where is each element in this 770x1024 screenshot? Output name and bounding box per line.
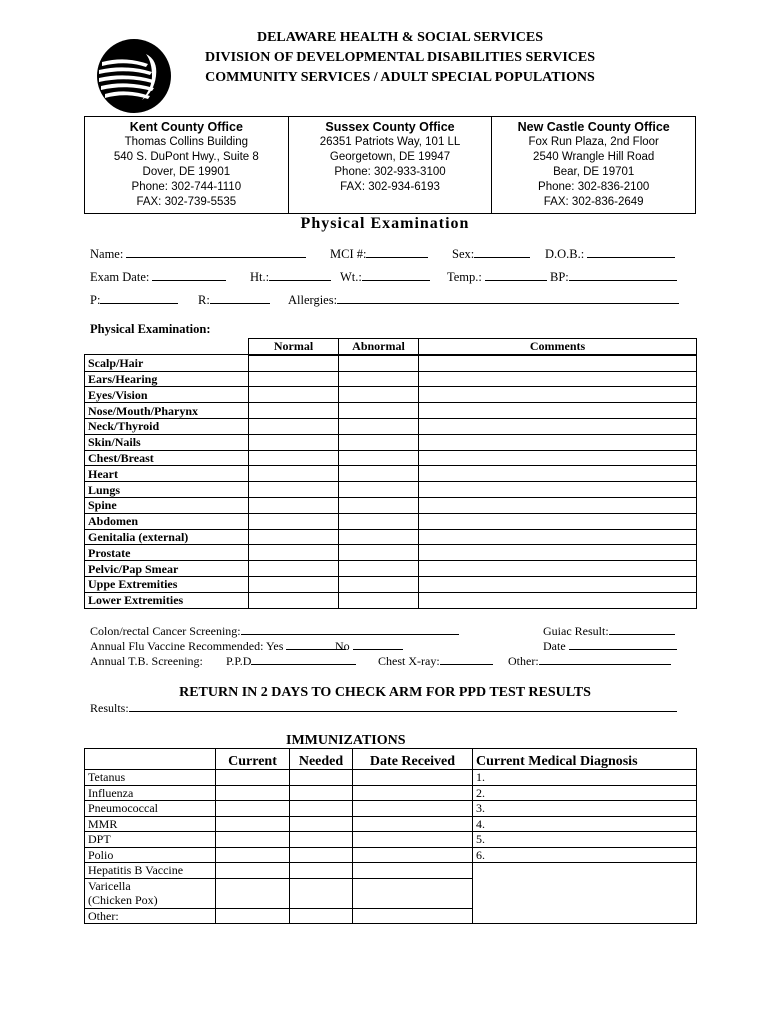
table-row	[85, 466, 697, 482]
table-row	[85, 371, 697, 387]
colon-screening-label: Colon/rectal Cancer Screening:	[90, 624, 241, 638]
normal-cell[interactable]	[249, 497, 339, 513]
office-name: Kent County Office	[129, 120, 243, 134]
allergies-label: Allergies:	[288, 293, 338, 307]
mci-field[interactable]	[330, 247, 428, 262]
date-received-cell[interactable]	[353, 847, 473, 863]
height-line[interactable]	[269, 270, 331, 281]
sussex-county-office	[288, 117, 492, 213]
dob-field[interactable]	[545, 247, 675, 262]
mci-line[interactable]	[366, 247, 428, 258]
normal-cell[interactable]	[249, 482, 339, 498]
vaccine-label: (Chicken Pox)	[85, 893, 216, 908]
system-label: Nose/Mouth/Pharynx	[85, 403, 249, 419]
abnormal-cell[interactable]	[339, 403, 419, 419]
results-field[interactable]	[90, 701, 677, 716]
comments-cell[interactable]	[419, 545, 697, 561]
office-line: 540 S. DuPont Hwy., Suite 8	[113, 151, 259, 163]
normal-cell[interactable]	[249, 529, 339, 545]
date-received-cell[interactable]	[353, 785, 473, 801]
system-label: Ears/Hearing	[85, 371, 249, 387]
normal-cell[interactable]	[249, 403, 339, 419]
office-line: Bear, DE 19701	[553, 166, 635, 178]
comments-cell[interactable]	[419, 403, 697, 419]
header-spacer	[85, 749, 216, 770]
office-line: Phone: 302-744-1110	[131, 181, 242, 193]
needed-cell[interactable]	[290, 801, 353, 817]
pulse-label: P:	[90, 293, 101, 307]
program-name: COMMUNITY SERVICES / ADULT SPECIAL POPULATIONS	[205, 70, 595, 85]
normal-cell[interactable]	[249, 450, 339, 466]
immunizations-header-row	[85, 749, 697, 770]
exam-header-row	[85, 339, 697, 355]
table-row	[85, 785, 697, 801]
comments-cell[interactable]	[419, 576, 697, 592]
needed-cell[interactable]	[290, 847, 353, 863]
col-needed: Needed	[290, 749, 353, 770]
needed-cell[interactable]	[290, 770, 353, 786]
current-cell[interactable]	[216, 908, 290, 924]
kent-county-office	[85, 117, 288, 213]
comments-cell[interactable]	[419, 592, 697, 608]
current-cell[interactable]	[216, 801, 290, 817]
normal-cell[interactable]	[249, 371, 339, 387]
pulse-line[interactable]	[100, 293, 178, 304]
table-row	[85, 561, 697, 577]
sex-label: Sex:	[452, 247, 475, 261]
office-line: Fox Run Plaza, 2nd Floor	[528, 136, 659, 148]
comments-cell[interactable]	[419, 561, 697, 577]
table-row	[85, 847, 697, 863]
diagnosis-cell[interactable]: 4.	[473, 816, 697, 832]
vaccine-label: Other:	[85, 908, 216, 924]
guiac-field[interactable]	[543, 624, 675, 639]
bp-field[interactable]	[550, 270, 677, 285]
temp-line[interactable]	[485, 270, 547, 281]
diagnosis-cell[interactable]: 5.	[473, 832, 697, 848]
table-row	[85, 513, 697, 529]
vaccine-label: Influenza	[85, 785, 216, 801]
flu-date-line[interactable]	[569, 639, 677, 650]
abnormal-cell[interactable]	[339, 450, 419, 466]
name-line[interactable]	[126, 247, 306, 258]
abnormal-cell[interactable]	[339, 592, 419, 608]
comments-cell[interactable]	[419, 355, 697, 371]
vaccine-label: Tetanus	[85, 770, 216, 786]
table-row	[85, 387, 697, 403]
needed-cell[interactable]	[290, 832, 353, 848]
system-label: Uppe Extremities	[85, 576, 249, 592]
normal-cell[interactable]	[249, 592, 339, 608]
needed-cell[interactable]	[290, 785, 353, 801]
exam-date-label: Exam Date:	[90, 270, 150, 284]
diagnosis-cell[interactable]: 3.	[473, 801, 697, 817]
abnormal-cell[interactable]	[339, 434, 419, 450]
normal-cell[interactable]	[249, 387, 339, 403]
abnormal-cell[interactable]	[339, 576, 419, 592]
table-row	[85, 403, 697, 419]
pulse-field[interactable]	[90, 293, 178, 308]
colon-screening-line[interactable]	[241, 624, 459, 635]
comments-cell[interactable]	[419, 529, 697, 545]
temp-label: Temp.:	[447, 270, 482, 284]
header-spacer	[85, 339, 249, 355]
tb-screening-label: Annual T.B. Screening:	[90, 654, 203, 668]
abnormal-cell[interactable]	[339, 513, 419, 529]
system-label: Chest/Breast	[85, 450, 249, 466]
dob-line[interactable]	[587, 247, 675, 258]
current-cell[interactable]	[216, 832, 290, 848]
date-received-cell[interactable]	[353, 908, 473, 924]
current-cell[interactable]	[216, 785, 290, 801]
abnormal-cell[interactable]	[339, 418, 419, 434]
agency-name: DELAWARE HEALTH & SOCIAL SERVICES	[256, 30, 544, 45]
division-name: DIVISION OF DEVELOPMENTAL DISABILITIES SERVICES	[204, 50, 596, 65]
table-row	[85, 832, 697, 848]
date-received-cell[interactable]	[353, 878, 473, 908]
chest-xray-label: Chest X-ray:	[378, 654, 440, 668]
abnormal-cell[interactable]	[339, 529, 419, 545]
name-field[interactable]	[90, 247, 306, 262]
needed-cell[interactable]	[290, 878, 353, 908]
office-line: Phone: 302-933-3100	[334, 166, 446, 178]
office-line: FAX: 302-934-6193	[340, 181, 440, 193]
weight-field[interactable]	[340, 270, 430, 285]
system-label: Eyes/Vision	[85, 387, 249, 403]
height-label: Ht.:	[250, 270, 270, 284]
guiac-line[interactable]	[609, 624, 675, 635]
current-cell[interactable]	[216, 816, 290, 832]
table-row	[85, 529, 697, 545]
needed-cell[interactable]	[290, 908, 353, 924]
ppd-label: P.P.D	[226, 654, 252, 668]
allergies-field[interactable]	[288, 293, 679, 308]
abnormal-cell[interactable]	[339, 482, 419, 498]
table-row	[85, 770, 697, 786]
height-field[interactable]	[250, 270, 331, 285]
table-row	[85, 355, 697, 371]
diagnosis-cell[interactable]	[473, 863, 697, 924]
ppd-return-notice: RETURN IN 2 DAYS TO CHECK ARM FOR PPD TEST RESULTS	[179, 685, 591, 700]
weight-line[interactable]	[362, 270, 430, 281]
normal-cell[interactable]	[249, 418, 339, 434]
flu-no-label: No	[335, 639, 350, 653]
comments-cell[interactable]	[419, 497, 697, 513]
normal-cell[interactable]	[249, 576, 339, 592]
temp-field[interactable]	[447, 270, 547, 285]
vaccine-label: DPT	[85, 832, 216, 848]
abnormal-cell[interactable]	[339, 545, 419, 561]
name-label: Name:	[90, 247, 124, 261]
col-abnormal: Abnormal	[339, 339, 419, 355]
system-label: Neck/Thyroid	[85, 418, 249, 434]
other-screening-line[interactable]	[539, 654, 671, 665]
flu-date-label: Date	[543, 639, 566, 653]
flu-no-field[interactable]	[335, 639, 403, 654]
system-label: Pelvic/Pap Smear	[85, 561, 249, 577]
flu-no-line[interactable]	[353, 639, 403, 650]
table-row	[85, 482, 697, 498]
respiration-line[interactable]	[210, 293, 270, 304]
system-label: Genitalia (external)	[85, 529, 249, 545]
table-row	[85, 863, 697, 879]
needed-cell[interactable]	[290, 816, 353, 832]
normal-cell[interactable]	[249, 355, 339, 371]
table-row	[85, 418, 697, 434]
comments-cell[interactable]	[419, 466, 697, 482]
table-row	[85, 576, 697, 592]
office-contacts	[84, 116, 696, 214]
comments-cell[interactable]	[419, 387, 697, 403]
exam-date-line[interactable]	[152, 270, 226, 281]
abnormal-cell[interactable]	[339, 466, 419, 482]
exam-date-field[interactable]	[90, 270, 226, 285]
date-received-cell[interactable]	[353, 832, 473, 848]
date-received-cell[interactable]	[353, 801, 473, 817]
abnormal-cell[interactable]	[339, 561, 419, 577]
comments-cell[interactable]	[419, 450, 697, 466]
normal-cell[interactable]	[249, 545, 339, 561]
new-castle-county-office	[491, 117, 695, 213]
exam-section-label: Physical Examination:	[90, 322, 211, 336]
bp-line[interactable]	[569, 270, 677, 281]
diagnosis-cell[interactable]: 2.	[473, 785, 697, 801]
other-screening-field[interactable]	[508, 654, 671, 669]
office-line: FAX: 302-739-5535	[136, 196, 237, 208]
vaccine-label: Hepatitis B Vaccine	[85, 863, 216, 879]
system-label: Lower Extremities	[85, 592, 249, 608]
comments-cell[interactable]	[419, 482, 697, 498]
dob-label: D.O.B.:	[545, 247, 585, 261]
system-label: Prostate	[85, 545, 249, 561]
abnormal-cell[interactable]	[339, 371, 419, 387]
abnormal-cell[interactable]	[339, 355, 419, 371]
chest-xray-line[interactable]	[440, 654, 493, 665]
table-row	[85, 450, 697, 466]
sex-field[interactable]	[452, 247, 530, 262]
system-label: Spine	[85, 497, 249, 513]
office-line: 26351 Patriots Way, 101 LL	[319, 136, 461, 148]
table-row	[85, 801, 697, 817]
office-line: Thomas Collins Building	[124, 136, 249, 148]
results-label: Results:	[90, 701, 129, 715]
respiration-field[interactable]	[198, 293, 270, 308]
office-name: New Castle County Office	[517, 120, 670, 134]
flu-vaccine-field[interactable]	[90, 639, 346, 654]
table-row	[85, 592, 697, 608]
table-row	[85, 497, 697, 513]
col-current-diagnosis: Current Medical Diagnosis	[473, 749, 697, 770]
table-row	[85, 434, 697, 450]
col-normal: Normal	[249, 339, 339, 355]
comments-cell[interactable]	[419, 513, 697, 529]
system-label: Heart	[85, 466, 249, 482]
current-cell[interactable]	[216, 770, 290, 786]
table-row	[85, 545, 697, 561]
date-received-cell[interactable]	[353, 863, 473, 879]
date-received-cell[interactable]	[353, 770, 473, 786]
office-line: Georgetown, DE 19947	[329, 151, 451, 163]
colon-screening-field[interactable]	[90, 624, 459, 639]
weight-label: Wt.:	[340, 270, 362, 284]
physical-exam-table	[84, 338, 697, 609]
normal-cell[interactable]	[249, 466, 339, 482]
col-date-received: Date Received	[353, 749, 473, 770]
immunizations-title: IMMUNIZATIONS	[286, 733, 406, 748]
other-screening-label: Other:	[508, 654, 539, 668]
office-line: 2540 Wrangle Hill Road	[533, 151, 655, 163]
current-cell[interactable]	[216, 863, 290, 879]
vaccine-label: Pneumococcal	[85, 801, 216, 817]
diagnosis-cell[interactable]: 6.	[473, 847, 697, 863]
form-title: Physical Examination	[300, 215, 470, 232]
vaccine-label: Polio	[85, 847, 216, 863]
needed-cell[interactable]	[290, 863, 353, 879]
sex-line[interactable]	[474, 247, 530, 258]
vaccine-label: Varicella	[85, 878, 216, 893]
normal-cell[interactable]	[249, 561, 339, 577]
normal-cell[interactable]	[249, 434, 339, 450]
col-comments: Comments	[419, 339, 697, 355]
diagnosis-cell[interactable]: 1.	[473, 770, 697, 786]
col-current: Current	[216, 749, 290, 770]
comments-cell[interactable]	[419, 418, 697, 434]
abnormal-cell[interactable]	[339, 387, 419, 403]
respiration-label: R:	[198, 293, 210, 307]
office-line: Phone: 302-836-2100	[538, 181, 650, 193]
system-label: Skin/Nails	[85, 434, 249, 450]
system-label: Abdomen	[85, 513, 249, 529]
comments-cell[interactable]	[419, 371, 697, 387]
abnormal-cell[interactable]	[339, 497, 419, 513]
office-line: Dover, DE 19901	[142, 166, 231, 178]
ppd-field[interactable]	[226, 654, 356, 669]
guiac-label: Guiac Result:	[543, 624, 609, 638]
current-cell[interactable]	[216, 878, 290, 908]
office-line: FAX: 302-836-2649	[543, 196, 644, 208]
normal-cell[interactable]	[249, 513, 339, 529]
ppd-line[interactable]	[251, 654, 356, 665]
mci-label: MCI #:	[330, 247, 367, 261]
table-row	[85, 816, 697, 832]
bp-label: BP:	[550, 270, 569, 284]
current-cell[interactable]	[216, 847, 290, 863]
comments-cell[interactable]	[419, 434, 697, 450]
system-label: Scalp/Hair	[85, 355, 249, 371]
flu-date-field[interactable]	[543, 639, 677, 654]
date-received-cell[interactable]	[353, 816, 473, 832]
office-name: Sussex County Office	[325, 120, 455, 134]
allergies-line[interactable]	[337, 293, 679, 304]
immunizations-table	[84, 748, 697, 924]
chest-xray-field[interactable]	[378, 654, 493, 669]
results-line[interactable]	[129, 701, 677, 712]
vaccine-label: MMR	[85, 816, 216, 832]
flu-yes-label: Annual Flu Vaccine Recommended: Yes	[90, 639, 284, 653]
system-label: Lungs	[85, 482, 249, 498]
